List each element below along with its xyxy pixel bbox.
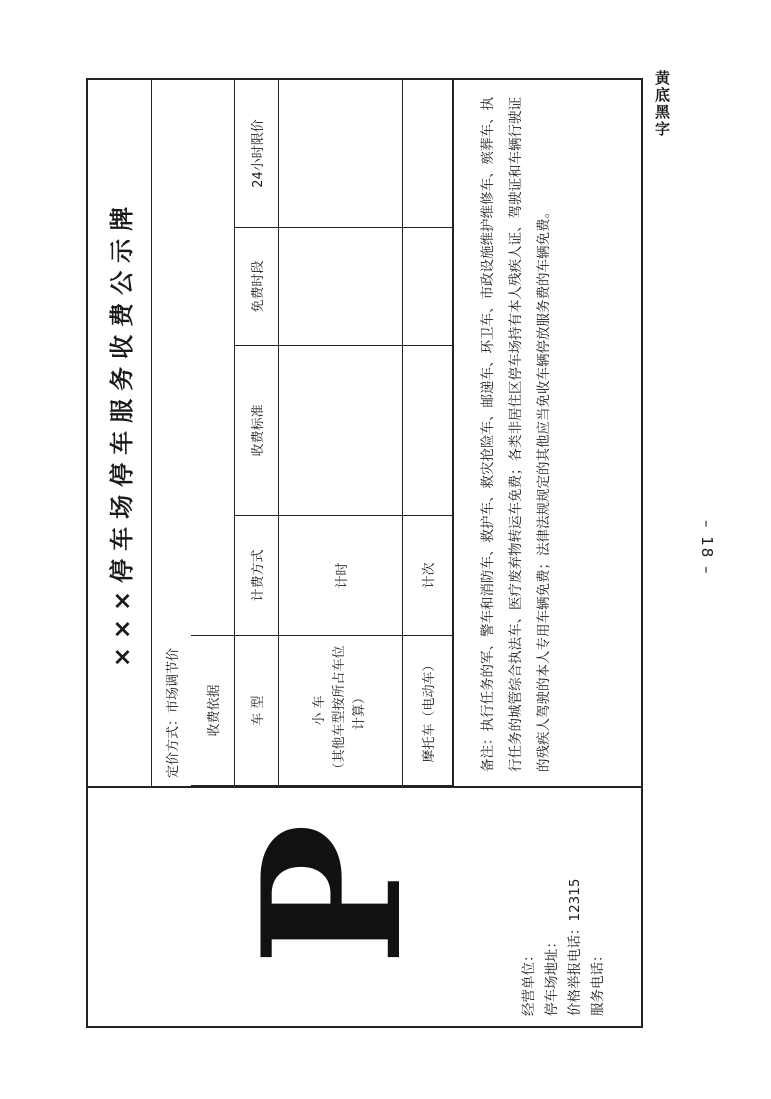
operator-company: 经营单位：	[521, 948, 537, 1016]
header-24h-cap: 24小时限价	[234, 80, 278, 228]
table-header-row	[234, 80, 278, 786]
notice-board-frame	[86, 78, 643, 1028]
pricing-method: 定价方式：市场调节价	[151, 80, 191, 786]
service-phone: 服务电话：	[590, 948, 606, 1016]
basis-label: 收费依据	[191, 636, 234, 786]
free-period-motorcycle	[402, 228, 453, 346]
remarks: 备注：执行任务的军、警车和消防车、救护车、救灾抢险车、邮递车、环卫车、市政设施维护维修车、殡葬车、执行任务的城管综合执法车、医疗废弃物转运车免费；各类非居住区停车场持有本人残疾人证、驾驶证和车辆行驶证的残疾人驾驶的本人专用车辆免费；法律法规规定的其他应当免收车辆停放服务费的车辆免费。	[453, 80, 641, 786]
free-period-car	[279, 228, 403, 346]
parking-address: 停车场地址：	[544, 935, 560, 1016]
left-column	[88, 786, 641, 1026]
operator-info	[518, 879, 610, 1016]
table-row	[191, 80, 234, 786]
fee-table	[191, 79, 453, 786]
color-note: 黄底黑字	[653, 70, 671, 138]
fee-standard-car	[279, 346, 403, 516]
page-number: – 18 –	[698, 520, 716, 576]
cap-24h-car	[279, 80, 403, 228]
page-title: ×××停车场停车服务收费公示牌	[108, 198, 136, 668]
fee-notice-panel	[88, 80, 641, 786]
basis-value	[191, 80, 234, 636]
header-free-period: 免费时段	[234, 228, 278, 346]
billing-method-motorcycle: 计次	[402, 516, 453, 636]
cap-24h-motorcycle	[402, 80, 453, 228]
billing-method-car: 计时	[279, 516, 403, 636]
price-hotline: 价格举报电话：12315	[567, 878, 583, 1016]
table-row	[402, 80, 453, 786]
header-billing-method: 计费方式	[234, 516, 278, 636]
vehicle-type-motorcycle: 摩托车（电动车）	[402, 636, 453, 786]
header-fee-standard: 收费标准	[234, 346, 278, 516]
parking-p-logo: P	[221, 823, 444, 966]
fee-standard-motorcycle	[402, 346, 453, 516]
vehicle-type-car: 小 车 （其他车型按所占车位计算）	[279, 636, 403, 786]
header-vehicle-type: 车 型	[234, 636, 278, 786]
table-row	[279, 80, 403, 786]
